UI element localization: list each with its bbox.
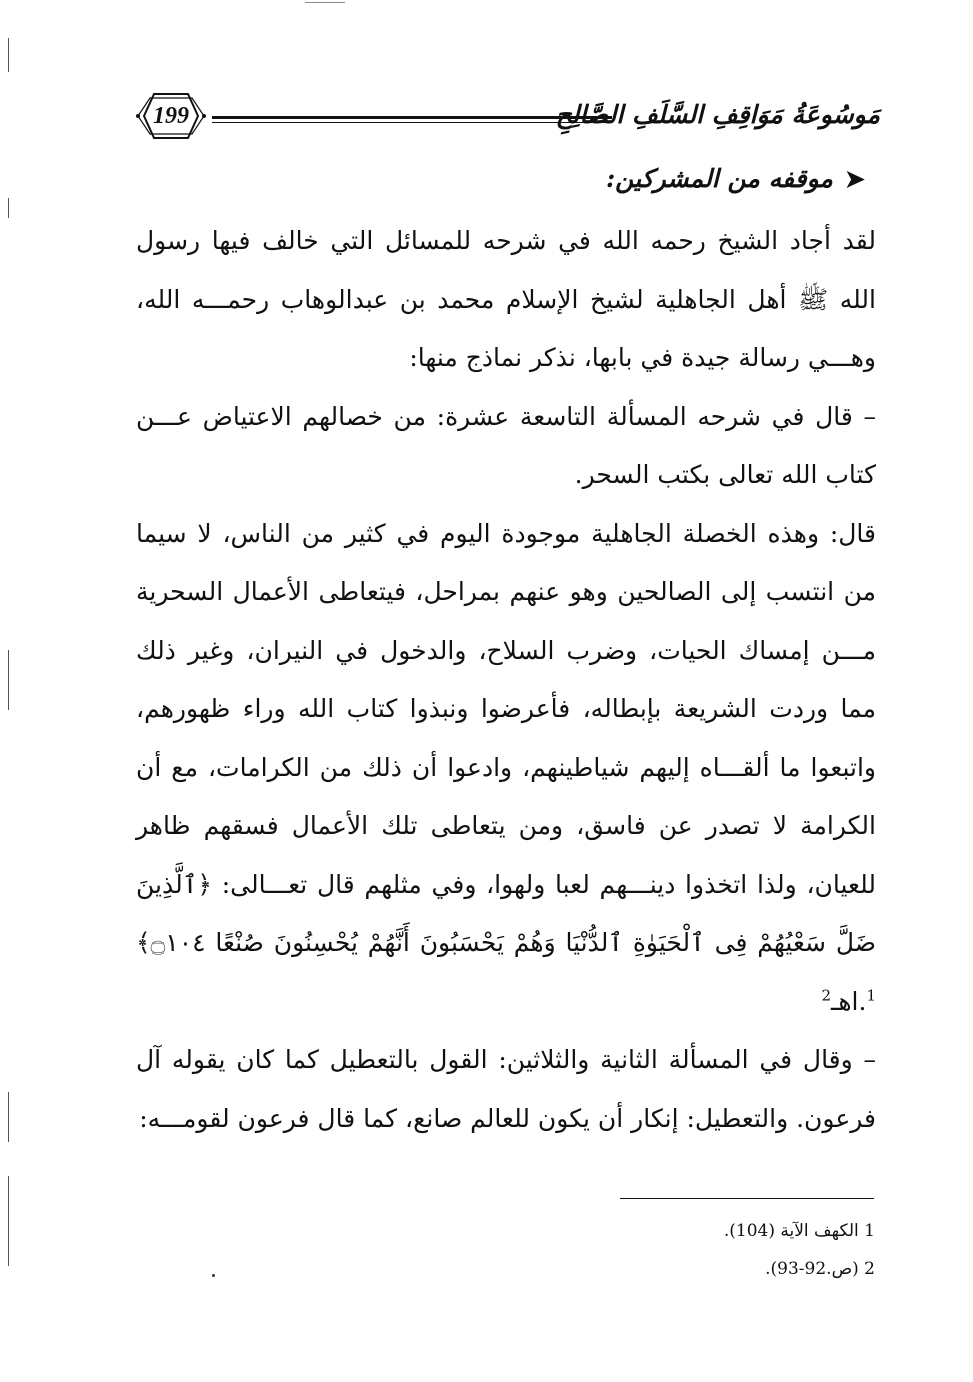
page-number-badge [134, 90, 208, 142]
abbreviation: .اهـ [831, 986, 867, 1016]
paragraph-text: قال: وهذه الخصلة الجاهلية موجودة اليوم في كثير من الناس، لا سيما من انتسب إلى الصالحين وهو عنهم بمراحل، فيتعاطى الأعمال السحرية مـــن إمساك الحيات، وضرب السلاح، والدخول في النيران، وغير ذلك مما وردت الشريعة بإبطاله، فأعرضوا ونبذوا كتاب الله وراء ظهورهم، واتبعوا ما ألقـــاه إليهم شياطينهم، وادعوا أن ذلك من الكرامات، مع أن الكرامة لا تصدر عن فاسق، ومن يتعاطى تلك الأعمال فسقهم ظاهر للعيان، ولذا اتخذوا دينـــهم لعبا ولهوا، وفي مثلهم قال تعـــالى: ﴿ٱلَّذِينَ ضَلَّ سَعْيُهُمْ فِى ٱلْحَيَوٰةِ ٱلدُّنْيَا وَهُمْ يَحْسَبُونَ أَنَّهُمْ يُحْسِنُونَ صُنْعًا ۝١٠٤﴾ [136, 518, 876, 957]
page-number: 199 [153, 103, 189, 129]
scan-edge-mark [8, 38, 9, 72]
footnote: 2 (ص.92-93). [765, 1259, 875, 1279]
scan-edge-mark [8, 1176, 9, 1266]
heading-text: موقفه من المشركين: [605, 164, 833, 193]
footnote-ref[interactable]: 1 [866, 986, 876, 1005]
paragraph: – قال في شرحه المسألة التاسعة عشرة: من خصالهم الاعتياض عـــن كتاب الله تعالى بكتب السحر. [136, 401, 876, 489]
section-heading [606, 164, 865, 193]
footnote-ref[interactable]: 2 [821, 986, 832, 1005]
scan-dot [212, 1274, 215, 1277]
paragraph [136, 505, 876, 1032]
footnote-separator [620, 1198, 874, 1199]
page-header [120, 82, 880, 162]
footnotes [724, 1212, 875, 1288]
header-rule-thin [212, 122, 612, 123]
body-text [136, 212, 876, 1148]
scan-edge-mark [8, 650, 9, 710]
series-title: مَوسُوعَةُ مَوَاقِفِ السَّلَفِ الصَّالِحِ [555, 100, 880, 129]
paragraph: – وقال في المسألة الثانية والثلاثين: القول بالتعطيل كما كان يقوله آل فرعون. والتعطيل: إنكار أن يكون للعالم صانع، كما قال فرعون لقومـــه: [136, 1045, 876, 1133]
paragraph: لقد أجاد الشيخ رحمه الله في شرحه للمسائل التي خالف فيها رسول الله ﷺ أهل الجاهلية لشيخ الإسلام محمد بن عبدالوهاب رحمـــه الله، وهـــي رسالة جيدة في بابها، نذكر نماذج منها: [136, 226, 876, 372]
scan-edge-mark [8, 1092, 9, 1142]
footnote: 1 الكهف الآية (104). [723, 1221, 875, 1241]
arrow-left-icon: ➤ [844, 164, 865, 193]
header-rule [212, 116, 612, 119]
scan-edge-mark [8, 198, 9, 218]
scan-top-mark [305, 2, 345, 3]
